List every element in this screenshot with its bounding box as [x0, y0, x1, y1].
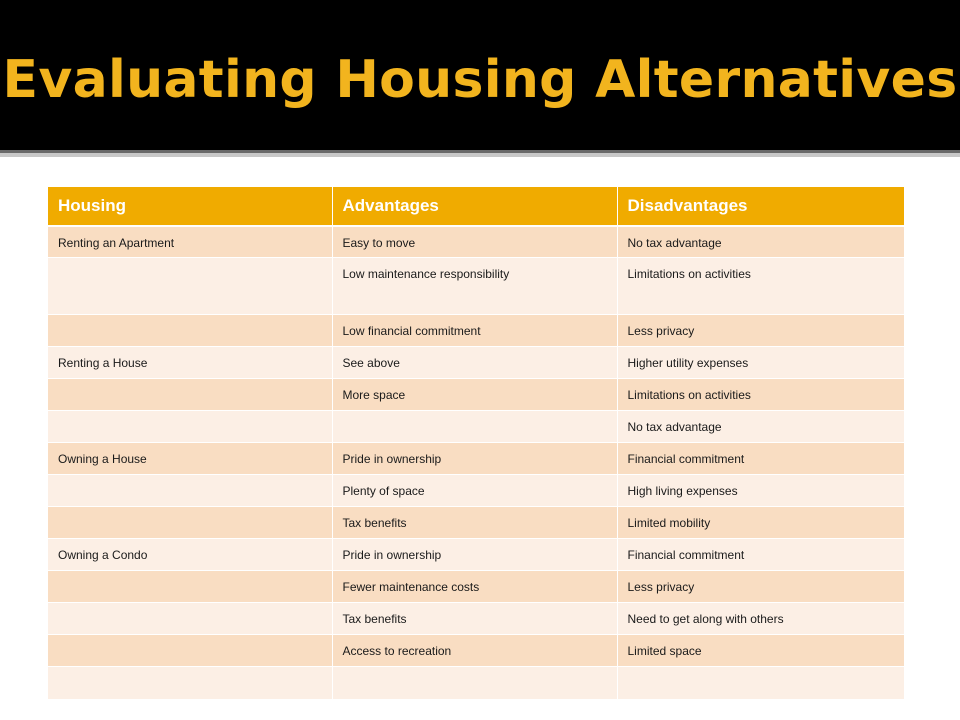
cell-housing — [48, 314, 332, 346]
cell-disadvantage: No tax advantage — [617, 410, 904, 442]
cell-housing — [48, 570, 332, 602]
table-row — [48, 226, 904, 257]
cell-advantage: Fewer maintenance costs — [332, 570, 617, 602]
header-disadvantages: Disadvantages — [617, 187, 904, 226]
cell-advantage: More space — [332, 378, 617, 410]
table-row — [48, 314, 904, 346]
table-row — [48, 346, 904, 378]
cell-housing — [48, 506, 332, 538]
cell-housing — [48, 602, 332, 634]
cell-advantage — [332, 666, 617, 699]
cell-housing: Owning a House — [48, 442, 332, 474]
cell-advantage: Low maintenance responsibility — [332, 257, 617, 314]
cell-disadvantage: Limited mobility — [617, 506, 904, 538]
table-row — [48, 506, 904, 538]
table-row — [48, 410, 904, 442]
table-row — [48, 442, 904, 474]
table-row — [48, 570, 904, 602]
cell-disadvantage: Less privacy — [617, 570, 904, 602]
cell-disadvantage: Financial commitment — [617, 538, 904, 570]
cell-disadvantage: Need to get along with others — [617, 602, 904, 634]
housing-comparison-table — [48, 187, 905, 700]
table-header-row — [48, 187, 904, 226]
cell-disadvantage: High living expenses — [617, 474, 904, 506]
table-row — [48, 538, 904, 570]
table-row — [48, 602, 904, 634]
cell-disadvantage: Financial commitment — [617, 442, 904, 474]
header-advantages: Advantages — [332, 187, 617, 226]
table-row — [48, 666, 904, 699]
cell-advantage: Easy to move — [332, 226, 617, 257]
cell-advantage: Pride in ownership — [332, 442, 617, 474]
cell-advantage: Plenty of space — [332, 474, 617, 506]
cell-advantage: Tax benefits — [332, 602, 617, 634]
table-row — [48, 257, 904, 314]
slide-title: Evaluating Housing Alternatives — [2, 50, 958, 110]
cell-housing — [48, 474, 332, 506]
cell-disadvantage: Limited space — [617, 634, 904, 666]
cell-disadvantage: Less privacy — [617, 314, 904, 346]
cell-advantage: Low financial commitment — [332, 314, 617, 346]
cell-housing — [48, 666, 332, 699]
cell-housing — [48, 257, 332, 314]
cell-advantage: See above — [332, 346, 617, 378]
cell-advantage: Tax benefits — [332, 506, 617, 538]
header-housing: Housing — [48, 187, 332, 226]
cell-housing: Owning a Condo — [48, 538, 332, 570]
table-row — [48, 378, 904, 410]
cell-disadvantage: Limitations on activities — [617, 378, 904, 410]
cell-advantage: Access to recreation — [332, 634, 617, 666]
cell-disadvantage — [617, 666, 904, 699]
cell-advantage — [332, 410, 617, 442]
cell-housing — [48, 634, 332, 666]
divider-line-shadow — [0, 153, 960, 157]
cell-disadvantage: Limitations on activities — [617, 257, 904, 314]
cell-housing: Renting a House — [48, 346, 332, 378]
cell-advantage: Pride in ownership — [332, 538, 617, 570]
cell-disadvantage: No tax advantage — [617, 226, 904, 257]
cell-disadvantage: Higher utility expenses — [617, 346, 904, 378]
table-row — [48, 474, 904, 506]
cell-housing — [48, 378, 332, 410]
cell-housing — [48, 410, 332, 442]
cell-housing: Renting an Apartment — [48, 226, 332, 257]
table-row — [48, 634, 904, 666]
